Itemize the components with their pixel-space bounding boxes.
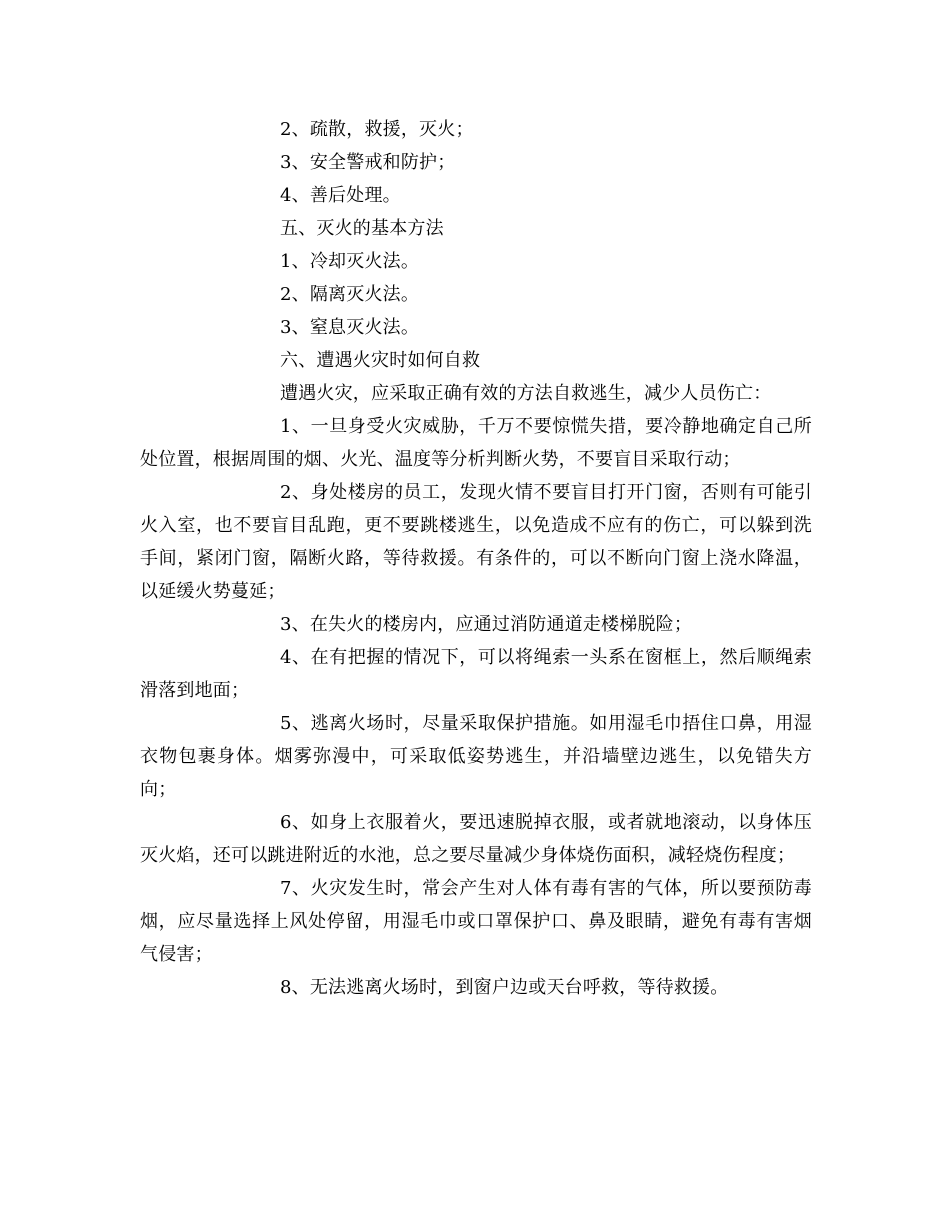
- paragraph: 5、逃离火场时，尽量采取保护措施。如用湿毛巾捂住口鼻，用湿衣物包裹身体。烟雾弥漫中，可采取低姿势逃生，并沿墙壁边逃生，以免错失方向；: [140, 713, 812, 800]
- document-body: [140, 113, 812, 1004]
- paragraph: 1、一旦身受火灾威胁，千万不要惊慌失措，要冷静地确定自己所处位置，根据周围的烟、火光、温度等分析判断火势，不要盲目采取行动；: [140, 416, 812, 470]
- section-heading: 五、灭火的基本方法: [280, 218, 444, 239]
- list-item: 4、善后处理。: [280, 185, 401, 206]
- list-item: 2、疏散，救援，灭火；: [280, 119, 474, 140]
- list-item: 3、安全警戒和防护；: [280, 152, 456, 173]
- paragraph: 6、如身上衣服着火，要迅速脱掉衣服，或者就地滚动，以身体压灭火焰，还可以跳进附近的水池，总之要尽量减少身体烧伤面积，减轻烧伤程度；: [140, 812, 812, 866]
- intro-text: 遭遇火灾，应采取正确有效的方法自救逃生，减少人员伤亡：: [280, 383, 772, 404]
- paragraph: 4、在有把握的情况下，可以将绳索一头系在窗框上，然后顺绳索滑落到地面；: [140, 647, 812, 701]
- paragraph: 2、身处楼房的员工，发现火情不要盲目打开门窗，否则有可能引火入室，也不要盲目乱跑，更不要跳楼逃生，以免造成不应有的伤亡，可以躲到洗手间，紧闭门窗，隔断火路，等待救援。有条件的，可以不断向门窗上浇水降温，以延缓火势蔓延；: [140, 482, 812, 602]
- section-heading: 六、遭遇火灾时如何自救: [280, 350, 481, 371]
- list-item: 3、窒息灭火法。: [280, 317, 420, 338]
- list-item: 2、隔离灭火法。: [280, 284, 420, 305]
- paragraph: 3、在失火的楼房内，应通过消防通道走楼梯脱险；: [280, 614, 693, 635]
- list-item: 1、冷却灭火法。: [280, 251, 420, 272]
- paragraph: 8、无法逃离火场时，到窗户边或天台呼救，等待救援。: [280, 977, 729, 998]
- paragraph: 7、火灾发生时，常会产生对人体有毒有害的气体，所以要预防毒烟，应尽量选择上风处停留，用湿毛巾或口罩保护口、鼻及眼睛，避免有毒有害烟气侵害；: [140, 878, 812, 965]
